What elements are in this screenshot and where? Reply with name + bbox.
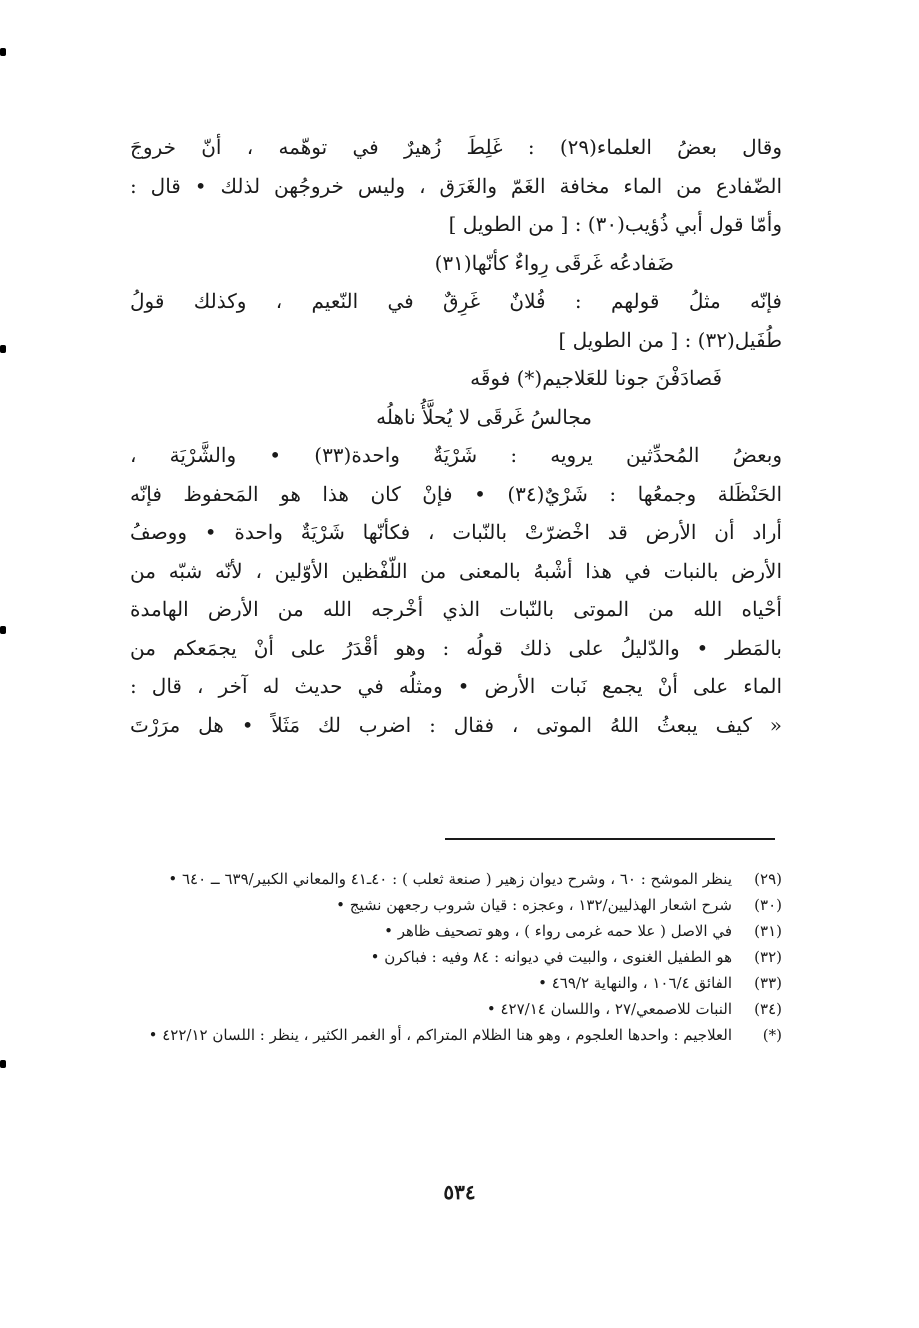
text-line: وقال بعضُ العلماء(٢٩) : غَلِطَ زُهيرٌ في توهّمه ، أنّ خروجَ <box>130 135 782 159</box>
main-text-block <box>130 128 782 744</box>
verse-line: فَصادَفْنَ جونا للعَلاجيم(*) فوقَه <box>470 366 722 390</box>
footnote-number: (*) <box>762 1026 782 1044</box>
footnote-text: شرح اشعار الهذليين/١٣٢ ، وعجزه : قيان شروب رجعهن نشيج • <box>336 896 732 914</box>
footnote-text: الفائق ١٠٦/٤ ، والنهاية ٤٦٩/٢ • <box>538 974 732 992</box>
footnote <box>130 918 782 944</box>
text-line: طُفَيل(٣٢) : [ من الطويل ] <box>558 327 782 352</box>
page-number: ٥٣٤ <box>443 1180 476 1204</box>
text-line: وبعضُ المُحدِّثين يرويه : شَرْيَةٌ واحدة(٣٣) • والشَّرْيَة ، <box>130 443 782 467</box>
margin-mark-1 <box>0 48 6 56</box>
text-line: وأمّا قول أبي ذُؤيب(٣٠) : [ من الطويل ] <box>448 212 782 236</box>
footnote-number: (٣٠) <box>754 896 782 914</box>
footnote <box>130 1022 782 1048</box>
footnote-number: (٢٩) <box>754 870 782 888</box>
footnote <box>130 944 782 970</box>
footnote-number: (٣٤) <box>754 1000 782 1018</box>
text-line: الأرض بالنبات في هذا أشْبهُ بالمعنى من اللّفْظين الأوّلين ، لأنّه شبّه من <box>130 558 782 583</box>
verse-line: مجالسُ غَرقَى لا يُحلَّأُ ناهلُه <box>376 404 592 429</box>
footnote-number: (٣٢) <box>754 948 782 966</box>
text-line: الحَنْظَلة وجمعُها : شَرْيٌ(٣٤) • فإنْ كان هذا هو المَحفوظ فإنّه <box>130 481 782 506</box>
text-line: الماء على أنْ يجمع نَبات الأرض • ومثلُه في حديث له آخر ، قال : <box>130 674 782 698</box>
footnote-text: العلاجيم : واحدها العلجوم ، وهو هنا الظلام المتراكم ، أو الغمر الكثير ، ينظر : اللسان ٤٢٢/١٢ • <box>148 1026 732 1044</box>
footnote-text: هو الطفيل الغنوى ، والبيت في ديوانه : ٨٤ وفيه : فباكرن • <box>370 948 732 966</box>
margin-mark-4 <box>0 1060 6 1068</box>
text-line: الضّفادع من الماء مخافة الغَمّ والغَرَق ، وليس خروجُهن لذلك • قال : <box>130 173 782 198</box>
text-line: « كيف يبعثُ اللهُ الموتى ، فقال : اضرب لك مَثَلاً • هل مرَرْتَ <box>130 712 782 737</box>
footnote-text: في الاصل ( علا حمه غرمى رواء ) ، وهو تصحيف ظاهر • <box>384 922 732 940</box>
footnote <box>130 970 782 996</box>
footnote <box>130 996 782 1022</box>
footnote <box>130 892 782 918</box>
text-line: بالمَطر • والدّليلُ على ذلك قولُه : وهو أقْدَرُ على أنْ يجمَعكم من <box>130 635 782 660</box>
footnote-number: (٣٣) <box>754 974 782 992</box>
verse-line: ضَفادعُه غَرقَى رِواءٌ كأنّها(٣١) <box>434 250 674 275</box>
margin-mark-2 <box>0 345 6 353</box>
text-line: أراد أن الأرض قد اخْضرّتْ بالنّبات ، فكأنّها شَرْيَةٌ واحدة • ووصفُ <box>130 520 782 544</box>
footnote <box>130 866 782 892</box>
footnote-text: ينظر الموشح : ٦٠ ، وشرح ديوان زهير ( صنعة ثعلب ) : ٤٠ـ٤١ والمعاني الكبير/٦٣٩ ــ ٦٤٠ • <box>168 870 732 888</box>
footnote-text: النبات للاصمعي/٢٧ ، واللسان ٤٢٧/١٤ • <box>486 1000 732 1018</box>
text-line: فإنّه مثلُ قولهم : فُلانٌ غَرِقٌ في النّعيم ، وكذلك قولُ <box>130 289 782 313</box>
text-line: أحْياه الله من الموتى بالنّبات الذي أخْرجه الله من الأرض الهامدة <box>130 597 782 621</box>
footnote-number: (٣١) <box>754 922 782 940</box>
footnote-separator <box>445 838 775 840</box>
margin-mark-3 <box>0 626 6 634</box>
footnotes-block <box>130 866 782 1048</box>
